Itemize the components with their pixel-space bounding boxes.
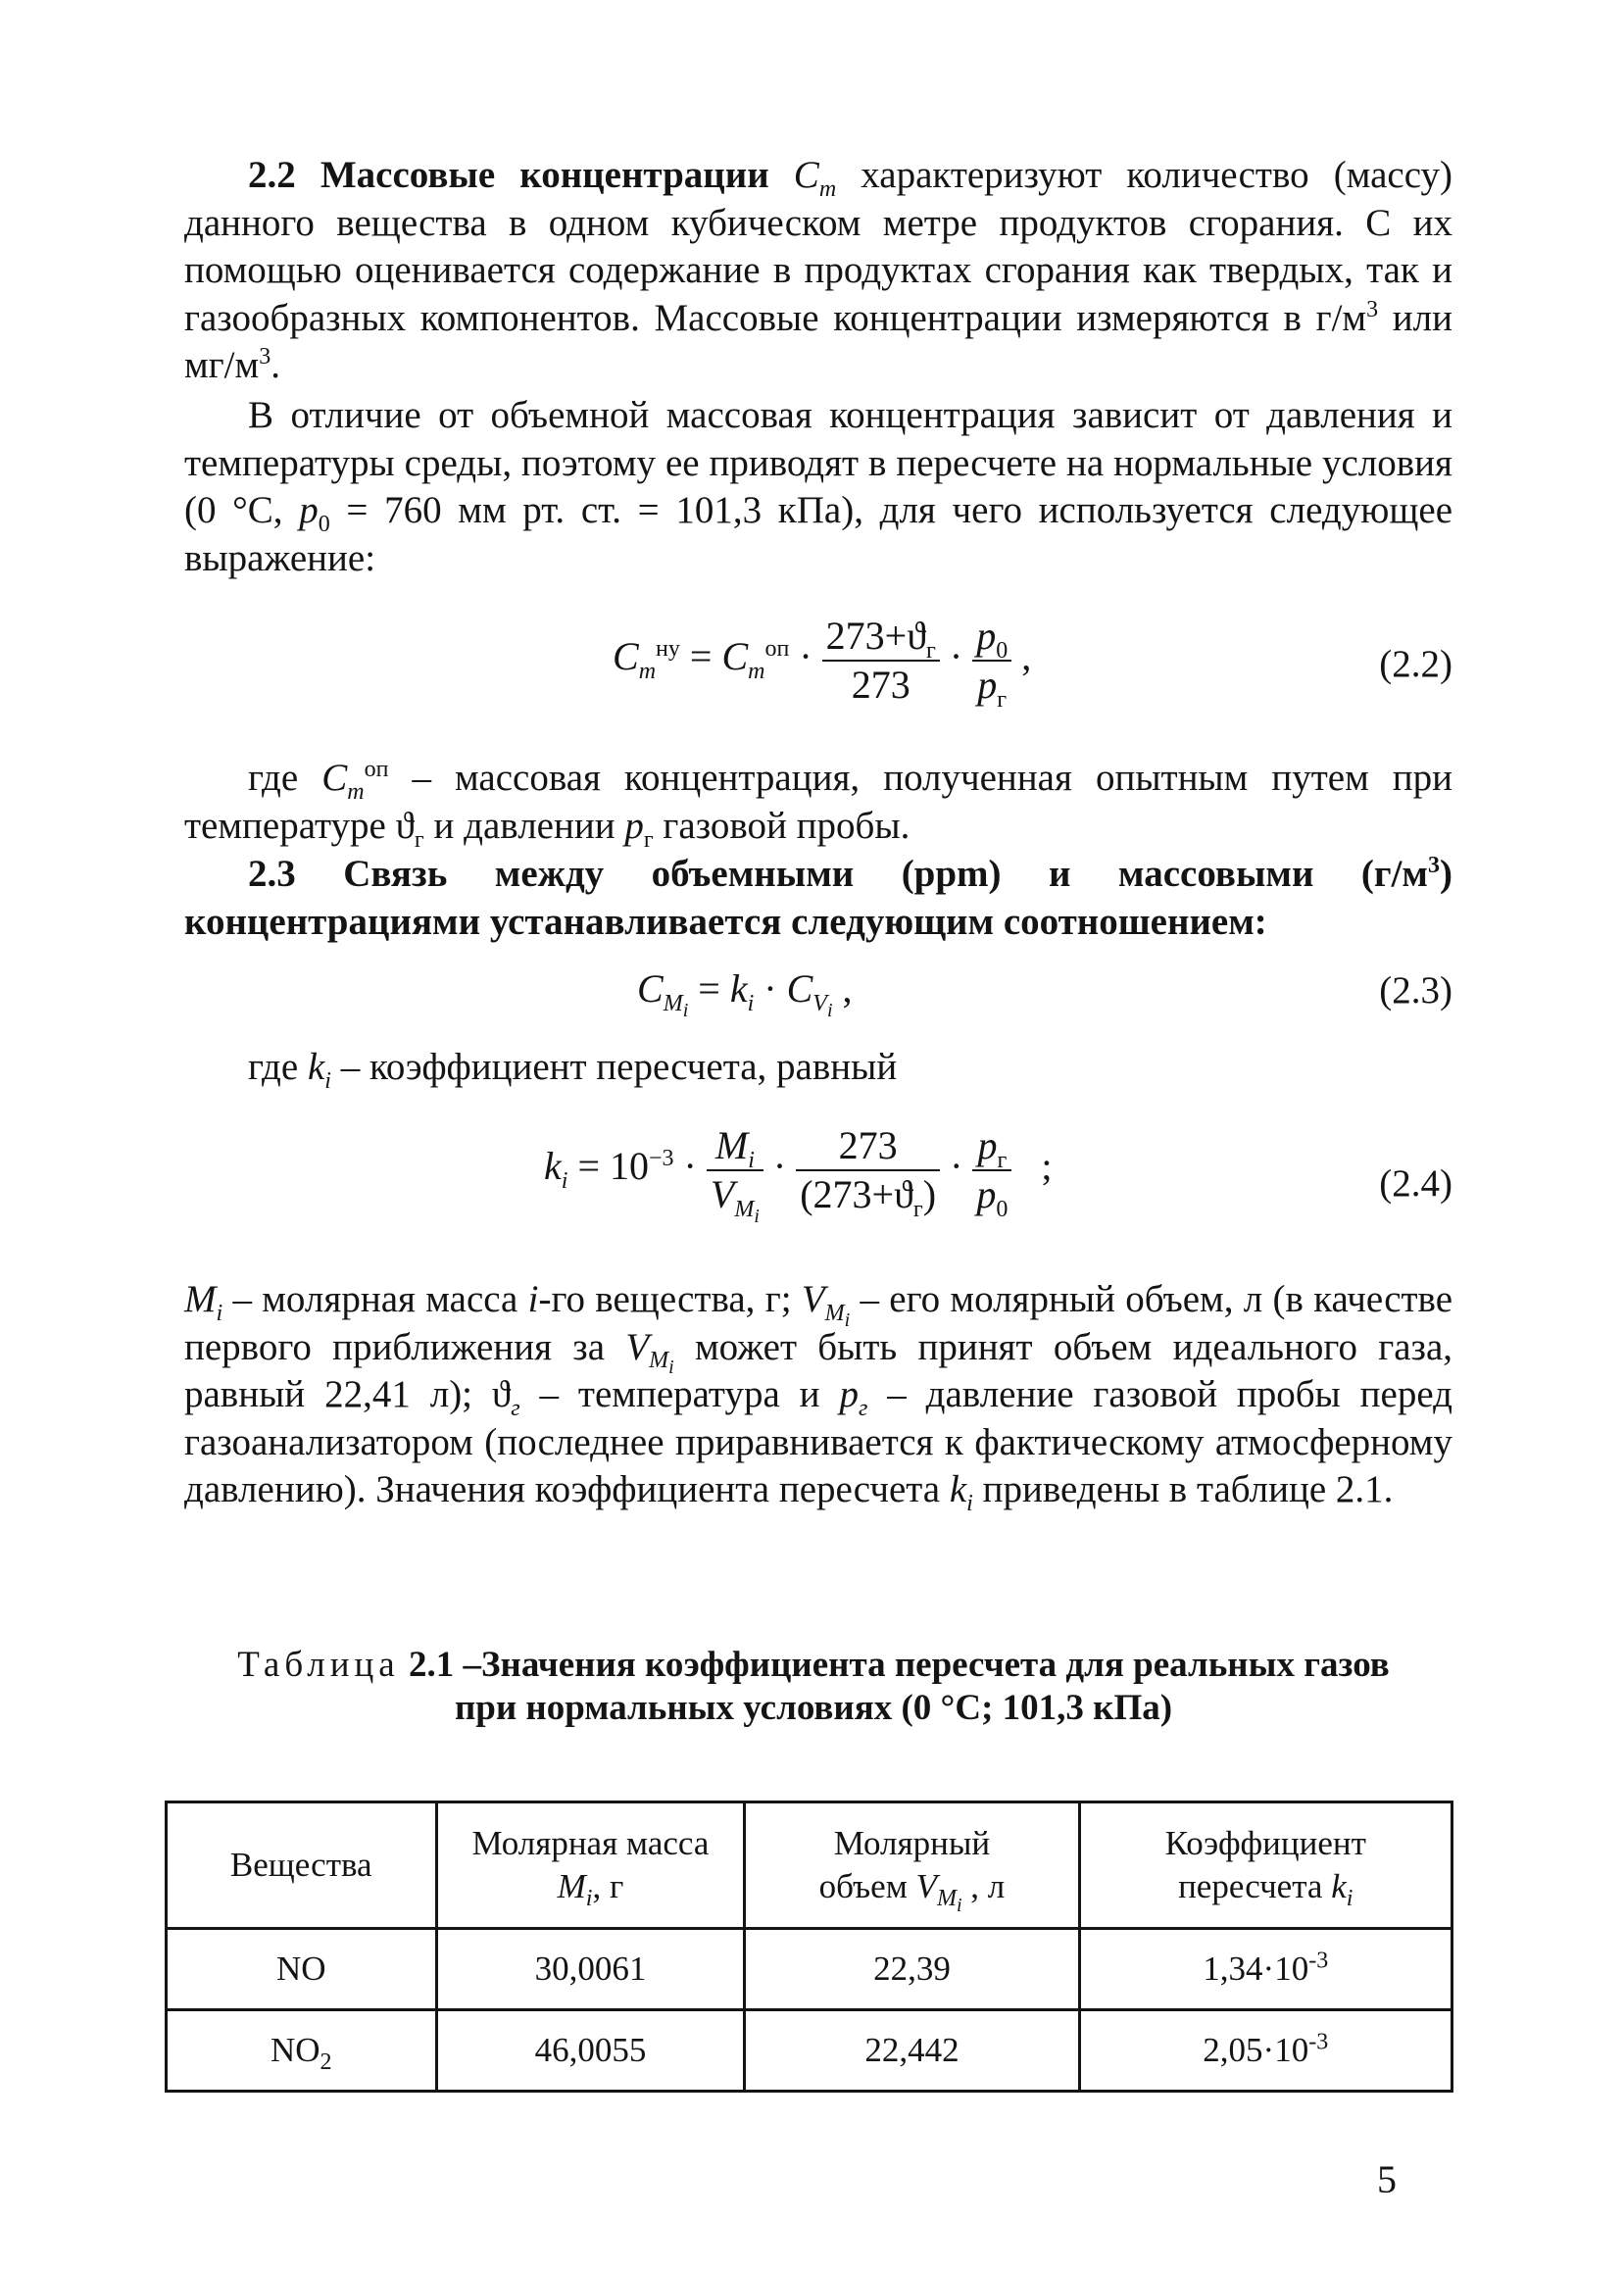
where-paragraph-2: где $k_i$ – коэффициент пересчета, равный	[248, 1046, 898, 1094]
section-2-3-heading: 2.3 Связь между объемными (ppm) и массовыми (г/м	[248, 853, 1428, 895]
table-caption: Таблица 2.1 –Значения коэффициента пересчета для реальных газов при нормальных условиях (0 °С; 101,3 кПа)	[237, 1645, 1390, 1728]
table-row	[167, 1929, 1452, 2010]
cell-substance: $NO_2$	[167, 2010, 437, 2092]
page-number: 5	[1377, 2157, 1397, 2201]
section-2-2-heading: 2.2 Массовые концентрации	[248, 154, 769, 196]
formula-2-3: $C_{M_i} = k_i \cdot C_{V_i}$ ,	[637, 966, 853, 1021]
header-substance: Вещества	[167, 1802, 437, 1929]
cell-molar-volume: 22,442	[745, 2010, 1079, 2092]
section-2-3-paragraph: 2.3 Связь между объемными (ppm) и массовыми $(г/м^3)$ концентрациями устанавливается следующим соотношением:	[184, 853, 1452, 943]
conversion-table	[165, 1801, 1453, 2093]
cell-molar-mass: 46,0055	[436, 2010, 745, 2092]
formula-2-2: $C_m^{ну} = C_m^{оп}$ · $\frac{273+ϑ_г}{273}$ · $\frac{p_0}{p_г}$ ,	[613, 614, 1032, 713]
header-molar-volume: Молярный объем $V_{M_i}$ , л	[745, 1802, 1079, 1929]
cell-molar-volume: 22,39	[745, 1929, 1079, 2010]
header-coefficient: Коэффициент пересчета $k_i$	[1079, 1802, 1452, 1929]
cell-substance: NO	[167, 1929, 437, 2010]
equation-number-2-2: (2.2)	[1379, 643, 1452, 685]
cell-coefficient: $2,05\cdot 10^{-3}$	[1079, 2010, 1452, 2092]
definitions-paragraph: $M_i$ – молярная масса i-го вещества, г; $V_{M_i}$ – его молярный объем, л (в качестве первого приближения за $V_{M_i}$ может быть принят объем идеального газа, равный 22,41 л); $ϑ_г$ – температура и $p_г$ – давление газовой пробы перед газоанализатором (последнее приравнивается к фактическому атмосферному давлению). Значения коэффициента пересчета $k_i$ приведены в таблице 2.1.	[184, 1278, 1453, 1516]
formula-2-4: $k_i = 10^{-3}$ · $\frac{M_i}{V_{M_i}}$ · $\frac{273}{(273+ϑ_г)}$ · $\frac{p_г}{p_0}$ ;	[544, 1123, 1053, 1227]
header-molar-mass: Молярная масса $M_i$, г	[436, 1802, 745, 1929]
equation-number-2-4: (2.4)	[1379, 1162, 1452, 1205]
symbol-cm: C	[793, 154, 819, 196]
equation-number-2-3: (2.3)	[1379, 969, 1452, 1012]
cell-coefficient: $1,34\cdot 10^{-3}$	[1079, 1929, 1452, 2010]
where-paragraph-1: где $C_m^{оп}$ – массовая концентрация, полученная опытным путем при температуре $ϑ_г$ и давлении $p_г$ газовой пробы.	[184, 757, 1453, 853]
table-header-row	[167, 1802, 1452, 1929]
pressure-paragraph: В отличие от объемной массовая концентрация зависит от давления и температуры среды, поэтому ее приводят в пересчете на нормальные условия (0 °С, $p_0 = 760$ мм рт. ст. = 101,3 кПа), для чего используется следующее выражение:	[184, 394, 1452, 579]
cell-molar-mass: 30,0061	[436, 1929, 745, 2010]
table-row	[167, 2010, 1452, 2092]
section-2-2-paragraph: 2.2 Массовые концентрации $C_m$ характеризуют количество (массу) данного вещества в одном кубическом метре продуктов сгорания. С их помощью оценивается содержание в продуктах сгорания как твердых, так и газообразных компонентов. Массовые концентрации измеряются в $г/м^3$ или $мг/м^3$.	[184, 154, 1453, 386]
